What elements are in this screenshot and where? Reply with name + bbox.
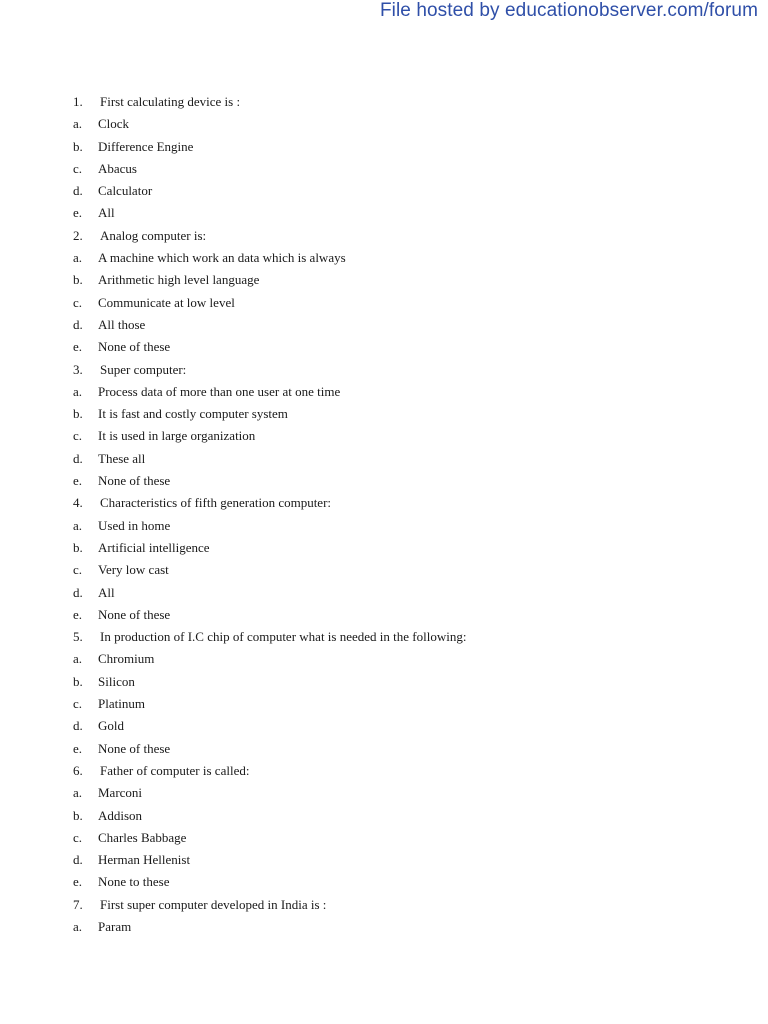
option-6e [73,871,753,893]
option-text: Process data of more than one user at one time [98,383,341,399]
option-letter: b. [73,406,83,422]
option-text: A machine which work an data which is always [98,250,346,266]
option-text: Platinum [98,696,145,712]
question-text: Father of computer is called: [100,762,250,778]
question-number: 5. [73,629,83,645]
question-number: 4. [73,495,83,511]
option-letter: a. [73,785,83,801]
option-text: Used in home [98,517,171,533]
option-text: All those [98,316,146,332]
option-letter: e. [73,205,83,221]
option-text: These all [98,450,146,466]
question-list [73,91,753,938]
option-2c [73,292,753,314]
option-7a [73,916,753,938]
option-1d [73,180,753,202]
option-letter: c. [73,428,83,444]
option-text: Gold [98,718,124,734]
option-3d [73,448,753,470]
option-3b [73,403,753,425]
option-5a [73,648,753,670]
option-text: Addison [98,807,143,823]
question-7 [73,894,753,916]
option-3c [73,425,753,447]
option-1c [73,158,753,180]
option-text: None of these [98,339,171,355]
option-2a [73,247,753,269]
option-text: All [98,584,115,600]
option-text: Abacus [98,160,137,176]
option-6c [73,827,753,849]
option-5c [73,693,753,715]
option-text: It is fast and costly computer system [98,406,288,422]
watermark-text: File hosted by educationobserver.com/forum [379,0,758,21]
option-letter: c. [73,294,83,310]
option-4b [73,537,753,559]
option-2d [73,314,753,336]
option-letter: e. [73,874,83,890]
option-4d [73,582,753,604]
option-letter: a. [73,116,83,132]
question-text: Analog computer is: [100,227,207,243]
question-text: Characteristics of fifth generation computer: [100,495,332,511]
option-letter: b. [73,539,83,555]
question-text: First calculating device is : [100,94,241,109]
question-text: First super computer developed in India is : [100,896,327,912]
option-5d [73,715,753,737]
option-letter: d. [73,584,83,600]
question-text: In production of I.C chip of computer what is needed in the following: [100,629,467,645]
option-letter: b. [73,807,83,823]
option-text: Clock [98,116,130,132]
option-text: Difference Engine [98,138,194,154]
question-2 [73,225,753,247]
option-5b [73,671,753,693]
option-6d [73,849,753,871]
option-text: Silicon [98,673,135,689]
option-text: Very low cast [98,562,169,578]
option-6b [73,805,753,827]
option-text: Artificial intelligence [98,539,210,555]
question-number: 7. [73,896,83,912]
option-text: None to these [98,874,170,890]
option-6a [73,782,753,804]
option-letter: a. [73,651,83,667]
option-text: Arithmetic high level language [98,272,260,288]
option-letter: d. [73,450,83,466]
option-letter: c. [73,696,83,712]
option-text: Communicate at low level [98,294,235,310]
option-letter: b. [73,673,83,689]
option-2b [73,269,753,291]
option-letter: b. [73,138,83,154]
option-letter: e. [73,473,83,489]
option-text: None of these [98,606,171,622]
option-letter: c. [73,562,83,578]
question-5 [73,626,753,648]
question-text: Super computer: [100,361,187,377]
option-letter: a. [73,383,83,399]
option-text: All [98,205,115,221]
question-number: 3. [73,361,83,377]
option-letter: d. [73,183,83,199]
option-3a [73,381,753,403]
option-2e [73,336,753,358]
option-letter: d. [73,316,83,332]
option-4c [73,559,753,581]
option-text: None of these [98,473,171,489]
option-letter: a. [73,250,83,266]
question-number: 2. [73,227,83,243]
option-text: Chromium [98,651,155,667]
question-6 [73,760,753,782]
option-text: Param [98,918,132,934]
option-1a [73,113,753,135]
option-text: Herman Hellenist [98,852,191,868]
option-letter: d. [73,718,83,734]
option-letter: c. [73,160,83,176]
option-3e [73,470,753,492]
option-text: It is used in large organization [98,428,256,444]
question-4 [73,492,753,514]
option-letter: c. [73,829,83,845]
option-5e [73,738,753,760]
option-1e [73,202,753,224]
option-letter: d. [73,852,83,868]
option-4a [73,515,753,537]
option-text: Charles Babbage [98,829,187,845]
option-text: Marconi [98,785,143,801]
question-number: 6. [73,762,83,778]
option-text: Calculator [98,183,153,199]
option-letter: a. [73,918,83,934]
option-letter: e. [73,606,83,622]
option-letter: b. [73,272,83,288]
option-4e [73,604,753,626]
option-letter: e. [73,339,83,355]
option-text: None of these [98,740,171,756]
option-letter: a. [73,517,83,533]
question-1 [73,91,753,113]
question-number: 1. [73,94,83,109]
option-1b [73,136,753,158]
option-letter: e. [73,740,83,756]
question-3 [73,359,753,381]
